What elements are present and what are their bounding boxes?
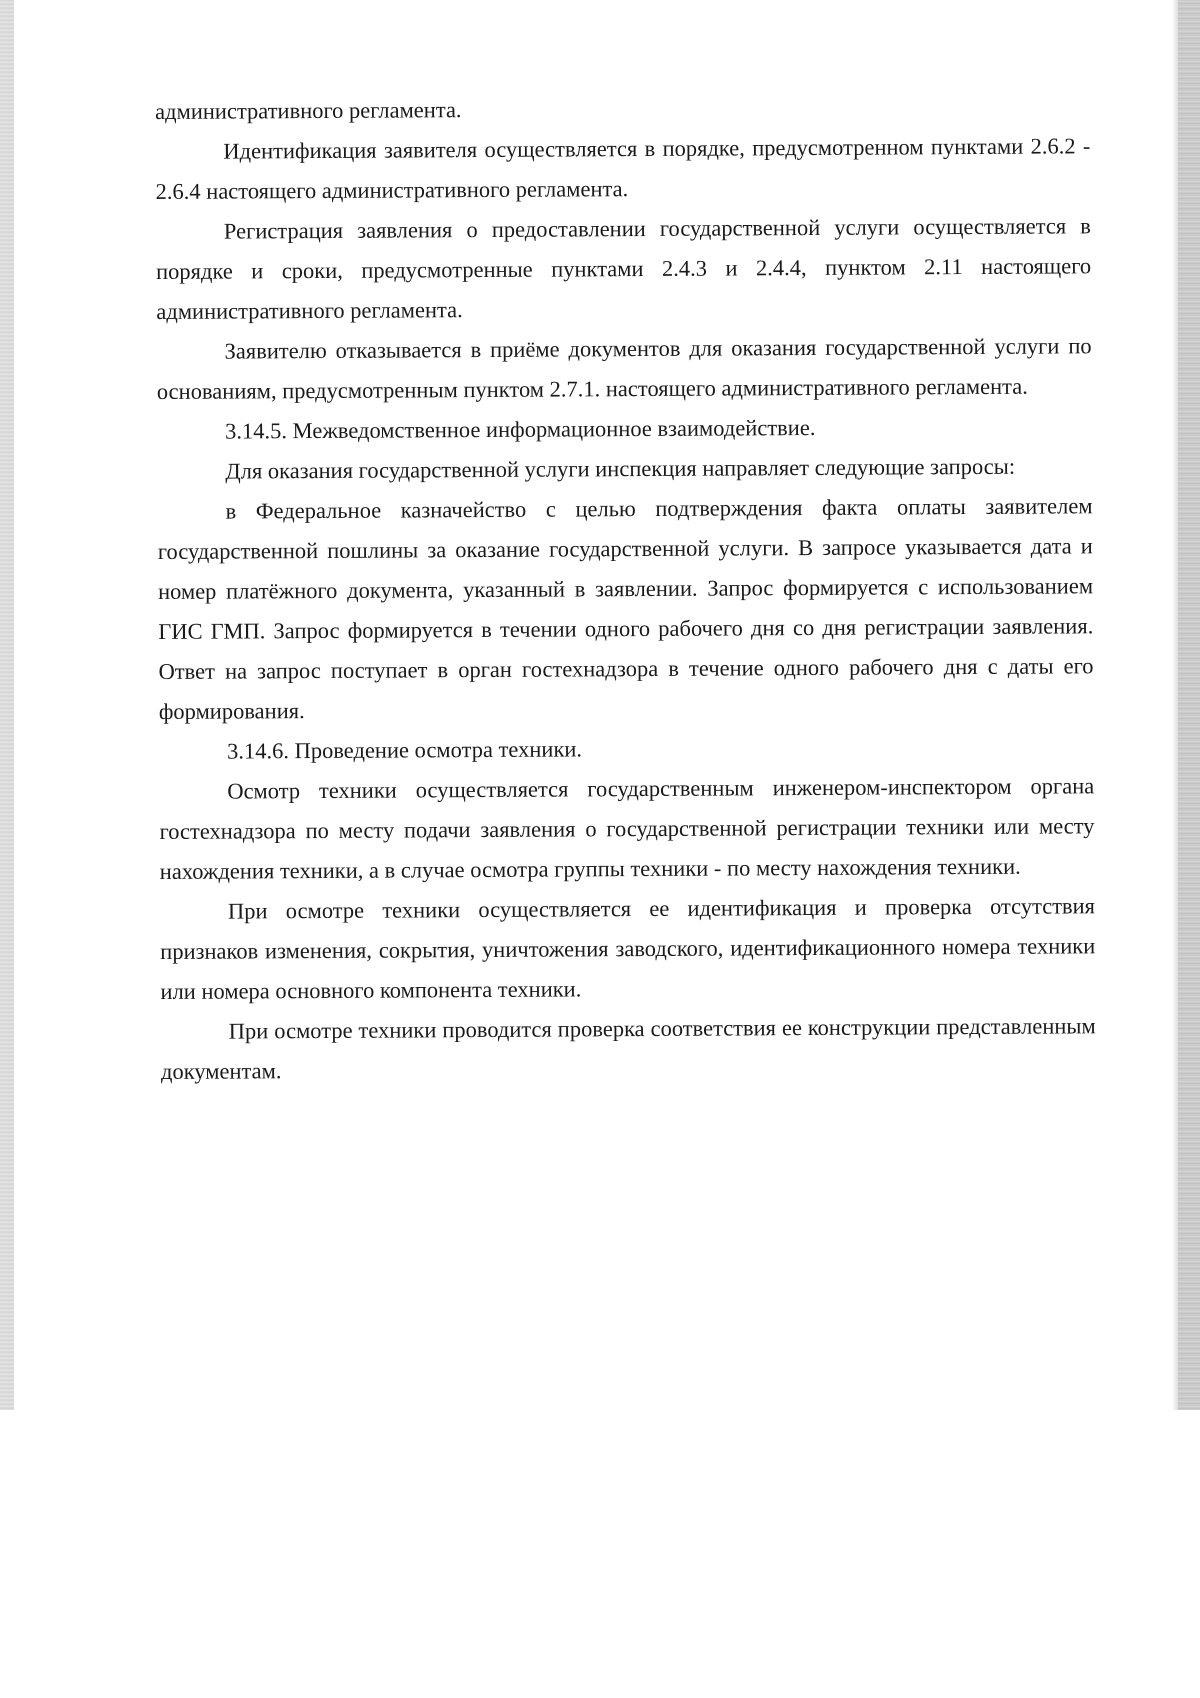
paragraph-refusal: Заявителю отказывается в приёме документов для оказания государственной услуги по основаниям, предусмотренным пунктом 2.7.1. настоящего административного регламента. (156, 333, 1092, 404)
paragraph-identification: Идентификация заявителя осуществляется в порядке, предусмотренном пунктами 2.6.2 - 2.6.4 настоящего административного регламента. (155, 133, 1091, 204)
paragraph-identification-check: При осмотре техники осуществляется ее идентификация и проверка отсутствия признаков изменения, сокрытия, уничтожения заводского, идентификационного номера техники или номера основного компонента техники. (160, 893, 1096, 1004)
paragraph-requests-intro: Для оказания государственной услуги инспекция направляет следующие запросы: (225, 453, 1016, 484)
paragraph-continuation: административного регламента. (155, 97, 462, 124)
paragraph-inspection-place: Осмотр техники осуществляется государственным инженером-инспектором органа гостехнадзора по месту подачи заявления о государственной регистрации техники или месту нахождения техники, а в случае осмотра группы техники - по месту нахождения техники. (159, 773, 1095, 884)
paragraph-treasury-request: в Федеральное казначейство с целью подтверждения факта оплаты заявителем государственной пошлины за оказание государственной услуги. В запросе указывается дата и номер платёжного документа, указанный в заявлении. Запрос формируется с использованием ГИС ГМП. Запрос формируется в течении одного рабочего дня со дня регистрации заявления. Ответ на запрос поступает в орган гостехнадзора в течение одного рабочего дня с даты его формирования. (157, 493, 1094, 724)
section-heading-3-14-5: 3.14.5. Межведомственное информационное взаимодействие. (224, 414, 816, 444)
section-heading-3-14-6: 3.14.6. Проведение осмотра техники. (226, 736, 583, 764)
paragraph-construction-check: При осмотре техники проводится проверка соответствия ее конструкции представленным документам. (160, 1013, 1096, 1084)
scan-edge-left (0, 0, 14, 1410)
document-body (155, 86, 1096, 1092)
scan-edge-right (1178, 0, 1200, 1410)
paragraph-registration: Регистрация заявления о предоставлении государственной услуги осуществляется в порядке и сроки, предусмотренные пунктами 2.4.3 и 2.4.4, пунктом 2.11 настоящего административного регламента. (156, 213, 1092, 324)
